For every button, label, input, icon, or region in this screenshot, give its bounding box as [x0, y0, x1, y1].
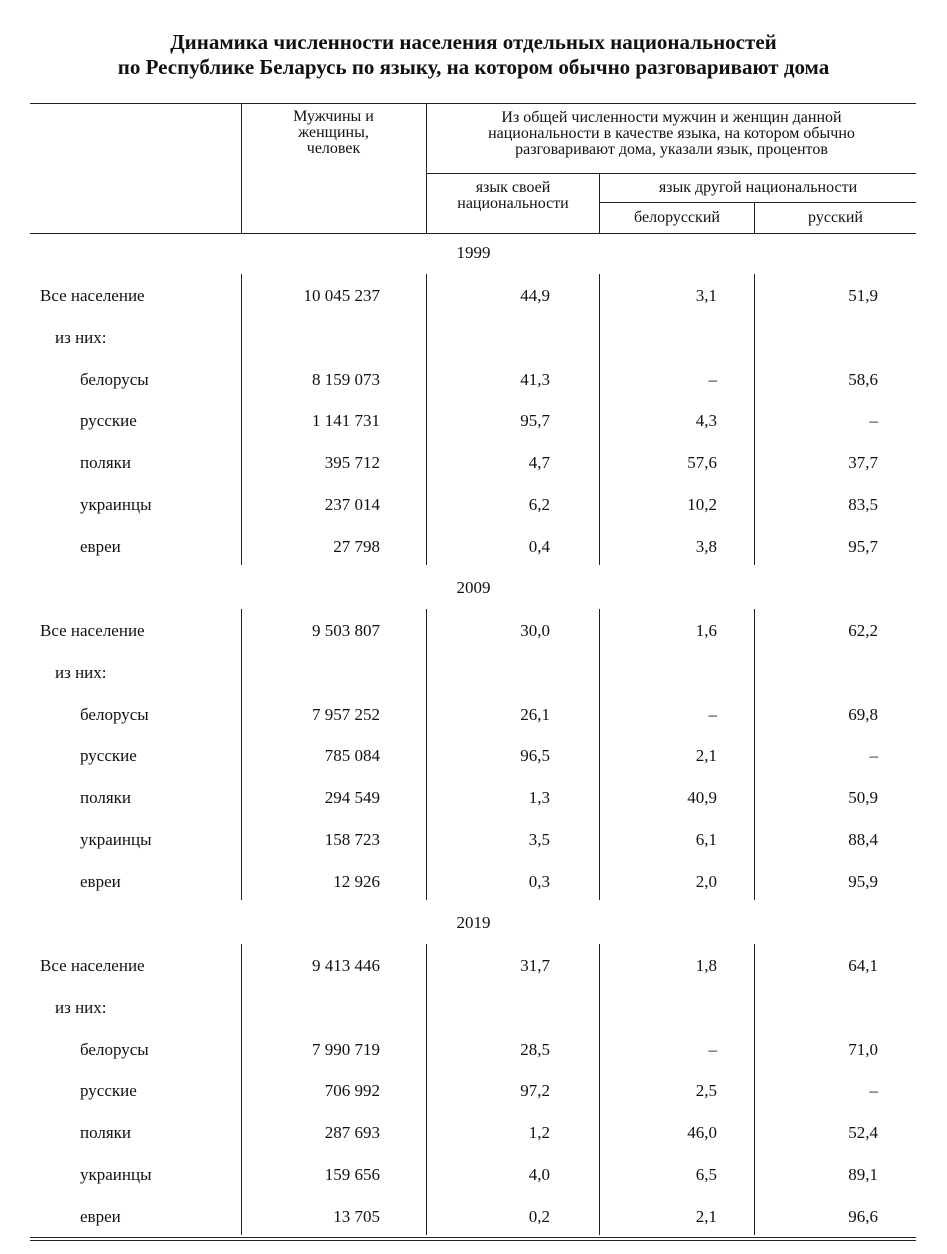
- cell-ru: 52,4: [848, 1123, 878, 1142]
- cell-total: 12 926: [333, 872, 380, 891]
- cell-total: 706 992: [324, 1081, 380, 1100]
- cell-by: 2,0: [695, 872, 717, 891]
- column-divider: [241, 274, 242, 565]
- cell-own: 0,2: [528, 1207, 550, 1226]
- header-belarusian: белорусский: [634, 209, 720, 226]
- cell-own: 6,2: [528, 495, 550, 514]
- row-label: евреи: [80, 1207, 121, 1226]
- row-label: поляки: [80, 788, 132, 807]
- cell-by: 1,8: [695, 956, 717, 975]
- cell-by: 4,3: [695, 411, 717, 430]
- row-label: поляки: [80, 453, 132, 472]
- cell-own: 44,9: [520, 286, 550, 305]
- cell-ru: 88,4: [848, 830, 878, 849]
- cell-ru: 96,6: [848, 1207, 878, 1226]
- cell-total: 7 957 252: [312, 705, 380, 724]
- cell-own: 41,3: [520, 370, 550, 389]
- cell-total: 1 141 731: [312, 411, 380, 430]
- header-total: Мужчины и женщины, человек: [293, 108, 374, 157]
- cell-by: 2,1: [695, 1207, 717, 1226]
- cell-ru: –: [869, 1081, 878, 1100]
- cell-total: 237 014: [324, 495, 380, 514]
- title-line-2: по Республике Беларусь по языку, на котором обычно разговаривают дома: [117, 55, 830, 79]
- column-divider: [241, 609, 242, 900]
- cell-ru: –: [869, 746, 878, 765]
- cell-ru: 62,2: [848, 621, 878, 640]
- cell-own: 28,5: [520, 1040, 550, 1059]
- cell-total: 395 712: [324, 453, 380, 472]
- table-top-rule: [30, 103, 916, 104]
- cell-by: –: [708, 370, 717, 389]
- cell-total: 159 656: [324, 1165, 380, 1184]
- cell-ru: 69,8: [848, 705, 878, 724]
- cell-by: 40,9: [687, 788, 717, 807]
- row-label: из них:: [55, 328, 107, 347]
- cell-ru: 71,0: [848, 1040, 878, 1059]
- cell-total: 8 159 073: [312, 370, 380, 389]
- cell-ru: 51,9: [848, 286, 878, 305]
- header-bottom-rule: [30, 233, 916, 234]
- cell-ru: 95,9: [848, 872, 878, 891]
- header-sub-rule: [600, 202, 916, 203]
- cell-total: 13 705: [333, 1207, 380, 1226]
- table-bottom-rule-2: [30, 1240, 916, 1241]
- cell-total: 294 549: [324, 788, 380, 807]
- cell-own: 4,7: [528, 453, 550, 472]
- column-divider: [426, 944, 427, 1235]
- cell-own: 3,5: [528, 830, 550, 849]
- cell-own: 0,4: [528, 537, 550, 556]
- row-label: белорусы: [80, 1040, 149, 1059]
- cell-total: 7 990 719: [312, 1040, 380, 1059]
- row-label: украинцы: [80, 1165, 152, 1184]
- cell-ru: 58,6: [848, 370, 878, 389]
- cell-by: 46,0: [687, 1123, 717, 1142]
- header-russian: русский: [808, 209, 863, 226]
- row-label: Все население: [40, 621, 145, 640]
- row-label: русские: [80, 746, 137, 765]
- column-divider: [426, 609, 427, 900]
- row-label: из них:: [55, 663, 107, 682]
- column-divider: [426, 274, 427, 565]
- cell-by: –: [708, 1040, 717, 1059]
- cell-ru: 64,1: [848, 956, 878, 975]
- column-divider: [599, 609, 600, 900]
- row-label: евреи: [80, 537, 121, 556]
- header-own-language: язык своей национальности: [457, 179, 569, 212]
- cell-own: 95,7: [520, 411, 550, 430]
- cell-own: 1,2: [528, 1123, 550, 1142]
- cell-by: 6,5: [695, 1165, 717, 1184]
- page-title: [0, 30, 947, 80]
- cell-total: 9 503 807: [312, 621, 380, 640]
- column-divider: [754, 274, 755, 565]
- row-label: евреи: [80, 872, 121, 891]
- row-label: из них:: [55, 998, 107, 1017]
- cell-total: 9 413 446: [312, 956, 380, 975]
- cell-by: 2,1: [695, 746, 717, 765]
- cell-ru: –: [869, 411, 878, 430]
- header-mid-rule: [427, 173, 916, 174]
- cell-own: 0,3: [528, 872, 550, 891]
- year-heading: 1999: [456, 243, 491, 262]
- cell-own: 26,1: [520, 705, 550, 724]
- cell-ru: 83,5: [848, 495, 878, 514]
- year-heading: 2019: [456, 913, 491, 932]
- cell-by: 2,5: [695, 1081, 717, 1100]
- row-label: украинцы: [80, 830, 152, 849]
- cell-by: 3,1: [695, 286, 717, 305]
- cell-total: 158 723: [324, 830, 380, 849]
- cell-total: 785 084: [324, 746, 380, 765]
- header-other-language: язык другой национальности: [658, 179, 858, 196]
- cell-ru: 37,7: [848, 453, 878, 472]
- cell-ru: 50,9: [848, 788, 878, 807]
- cell-own: 31,7: [520, 956, 550, 975]
- row-label: русские: [80, 411, 137, 430]
- table-bottom-rule-1: [30, 1237, 916, 1238]
- cell-own: 97,2: [520, 1081, 550, 1100]
- column-divider: [599, 274, 600, 565]
- row-label: белорусы: [80, 370, 149, 389]
- cell-by: 57,6: [687, 453, 717, 472]
- cell-by: 3,8: [695, 537, 717, 556]
- column-divider: [754, 609, 755, 900]
- cell-ru: 95,7: [848, 537, 878, 556]
- row-label: белорусы: [80, 705, 149, 724]
- row-label: Все население: [40, 286, 145, 305]
- column-divider: [241, 944, 242, 1235]
- title-line-1: Динамика численности населения отдельных национальностей: [170, 30, 777, 54]
- cell-own: 96,5: [520, 746, 550, 765]
- row-label: русские: [80, 1081, 137, 1100]
- year-heading: 2009: [456, 578, 491, 597]
- cell-total: 287 693: [324, 1123, 380, 1142]
- cell-by: –: [708, 705, 717, 724]
- column-divider: [754, 944, 755, 1235]
- header-share-group: Из общей численности мужчин и женщин данной национальности в качестве языка, на котором обычно разговаривают дома, указали язык, процентов: [488, 109, 855, 158]
- cell-own: 30,0: [520, 621, 550, 640]
- cell-by: 10,2: [687, 495, 717, 514]
- row-label: поляки: [80, 1123, 132, 1142]
- cell-by: 6,1: [695, 830, 717, 849]
- cell-ru: 89,1: [848, 1165, 878, 1184]
- cell-total: 27 798: [333, 537, 380, 556]
- cell-own: 4,0: [528, 1165, 550, 1184]
- cell-own: 1,3: [528, 788, 550, 807]
- cell-by: 1,6: [695, 621, 717, 640]
- column-divider: [599, 944, 600, 1235]
- row-label: Все население: [40, 956, 145, 975]
- row-label: украинцы: [80, 495, 152, 514]
- cell-total: 10 045 237: [303, 286, 380, 305]
